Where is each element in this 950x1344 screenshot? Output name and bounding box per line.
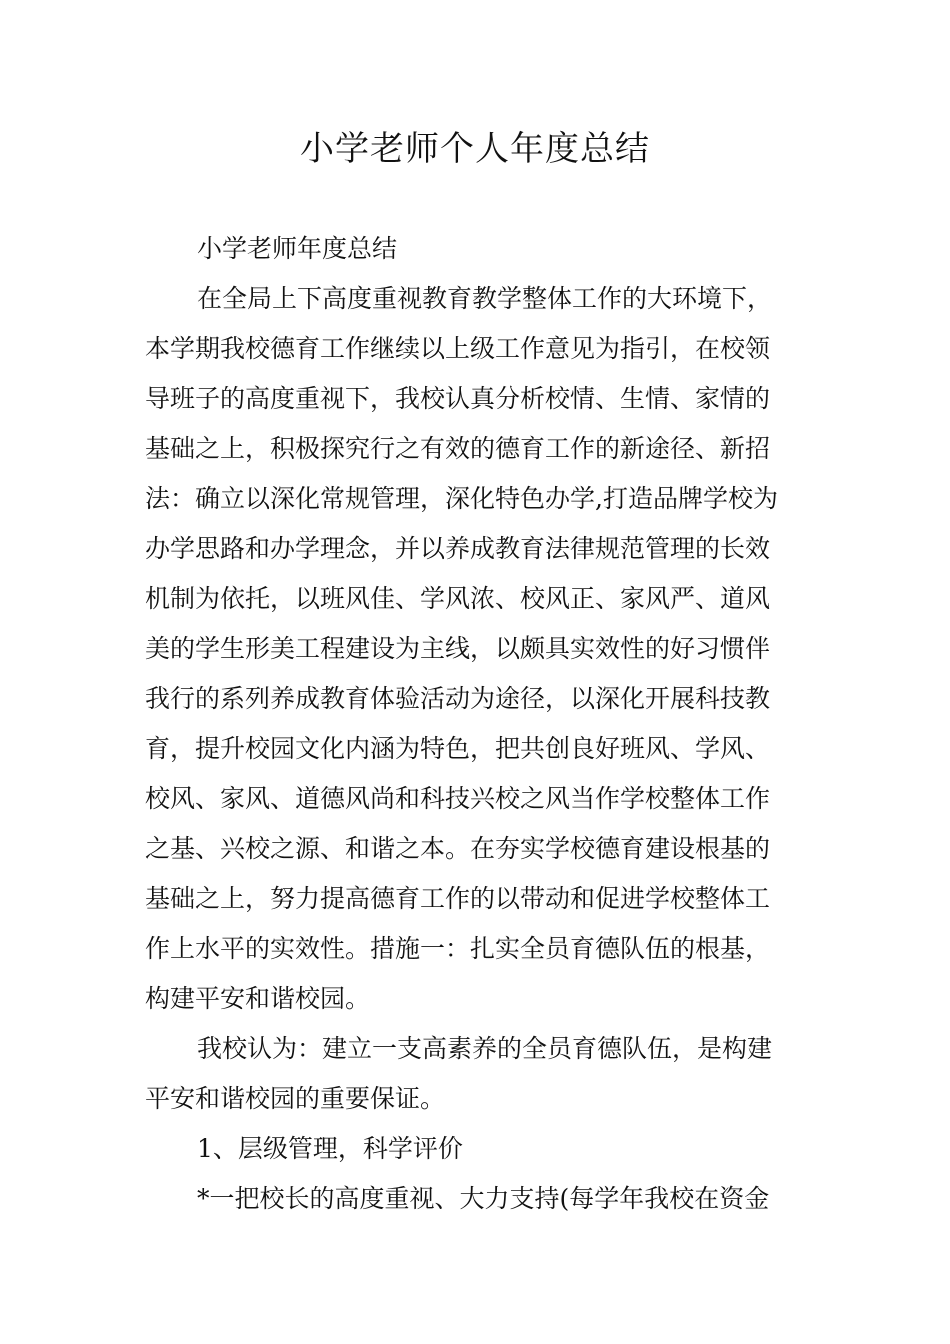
section-heading: 1、层级管理，科学评价	[197, 1134, 463, 1163]
subtitle-line: 小学老师年度总结	[197, 234, 398, 263]
paragraph-line: 基础之上，积极探究行之有效的德育工作的新途径、新招	[145, 434, 771, 463]
paragraph-line: 办学思路和办学理念，并以养成教育法律规范管理的长效	[145, 534, 771, 563]
paragraph-line: 校风、家风、道德风尚和科技兴校之风当作学校整体工作	[145, 784, 771, 813]
paragraph-line: 法：确立以深化常规管理，深化特色办学,打造品牌学校为	[145, 484, 778, 513]
paragraph-line: 育，提升校园文化内涵为特色，把共创良好班风、学风、	[145, 734, 771, 763]
paragraph-line: 机制为依托，以班风佳、学风浓、校风正、家风严、道风	[145, 584, 771, 613]
paragraph-line: 平安和谐校园的重要保证。	[145, 1084, 446, 1113]
paragraph-line: 作上水平的实效性。措施一：扎实全员育德队伍的根基，	[145, 934, 771, 963]
paragraph-line: 本学期我校德育工作继续以上级工作意见为指引，在校领	[145, 334, 771, 363]
paragraph-line: 导班子的高度重视下，我校认真分析校情、生情、家情的	[145, 384, 771, 413]
paragraph-line: *一把校长的高度重视、大力支持(每学年我校在资金	[197, 1184, 770, 1213]
paragraph-line: 在全局上下高度重视教育教学整体工作的大环境下，	[197, 284, 773, 313]
document-body	[145, 224, 810, 1224]
paragraph-line: 我校认为：建立一支高素养的全员育德队伍，是构建	[197, 1034, 773, 1063]
paragraph-line: 之基、兴校之源、和谐之本。在夯实学校德育建设根基的	[145, 834, 771, 863]
document-title: 小学老师个人年度总结	[300, 129, 650, 169]
paragraph-line: 基础之上，努力提高德育工作的以带动和促进学校整体工	[145, 884, 771, 913]
paragraph-line: 我行的系列养成教育体验活动为途径，以深化开展科技教	[145, 684, 771, 713]
paragraph-line: 构建平安和谐校园。	[145, 984, 371, 1013]
paragraph-line: 美的学生形美工程建设为主线，以颇具实效性的好习惯伴	[145, 634, 771, 663]
